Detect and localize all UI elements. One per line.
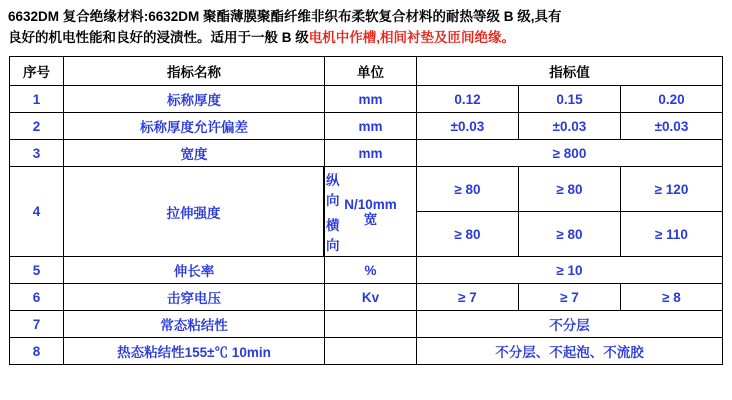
row-value: 0.12	[416, 86, 518, 113]
row-unit: mm	[324, 140, 416, 167]
table-row	[10, 284, 723, 311]
row-no: 3	[10, 140, 64, 167]
row-unit-line2: 宽	[363, 211, 378, 227]
row-value: ≥ 7	[518, 284, 620, 311]
row-value: ≥ 80	[416, 212, 518, 257]
row-no: 4	[10, 167, 64, 257]
table-row	[10, 338, 723, 365]
row-name: 热态粘结性155±℃ 10min	[64, 338, 325, 365]
table-row	[10, 86, 723, 113]
row-no: 1	[10, 86, 64, 113]
intro-line-2: 良好的机电性能和良好的浸渍性。适用于一般 B 级	[8, 30, 309, 45]
row-value: 0.15	[518, 86, 620, 113]
row-value: ≥ 120	[620, 167, 722, 212]
table-row	[10, 311, 723, 338]
row-unit: Kv	[324, 284, 416, 311]
row-value: ±0.03	[416, 113, 518, 140]
row-value-span: ≥ 800	[416, 140, 722, 167]
row-no: 7	[10, 311, 64, 338]
table-row	[10, 257, 723, 284]
table-header	[10, 57, 723, 86]
row-name: 宽度	[64, 140, 325, 167]
row-subname: 纵向	[326, 173, 340, 208]
row-no: 6	[10, 284, 64, 311]
table-body	[10, 86, 723, 365]
header-value: 指标值	[416, 57, 722, 86]
row-value: ≥ 7	[416, 284, 518, 311]
row-value: ≥ 80	[518, 212, 620, 257]
row-name: 击穿电压	[64, 284, 325, 311]
intro-line-2-highlight: 电机中作槽,相间衬垫及匝间绝缘。	[308, 30, 516, 45]
row-name: 标称厚度允许偏差	[64, 113, 325, 140]
row-unit: mm	[324, 86, 416, 113]
header-name: 指标名称	[64, 57, 325, 86]
row-no: 2	[10, 113, 64, 140]
table-header-row	[10, 57, 723, 86]
row-value-span: ≥ 10	[416, 257, 722, 284]
row-value: ±0.03	[518, 113, 620, 140]
row-unit	[324, 311, 416, 338]
header-no: 序号	[10, 57, 64, 86]
row-value: ≥ 110	[620, 212, 722, 257]
row-value-span: 不分层	[416, 311, 722, 338]
row-value: ±0.03	[620, 113, 722, 140]
table-row	[10, 140, 723, 167]
row-unit: %	[324, 257, 416, 284]
row-name: 常态粘结性	[64, 311, 325, 338]
row-value: ≥ 80	[416, 167, 518, 212]
row-unit-line1: N/10mm	[344, 196, 397, 212]
row-unit	[324, 338, 416, 365]
row-value-span: 不分层、不起泡、不流胶	[416, 338, 722, 365]
header-unit: 单位	[324, 57, 416, 86]
intro-paragraph	[8, 6, 724, 48]
row-unit: mm	[324, 113, 416, 140]
intro-line-1: 6632DM 复合绝缘材料:6632DM 聚酯薄膜聚酯纤维非织布柔软复合材料的耐热等级 B 级,具有	[8, 9, 562, 24]
row-name: 标称厚度	[64, 86, 325, 113]
row-name: 伸长率	[64, 257, 325, 284]
table-row	[10, 113, 723, 140]
table-row	[10, 167, 723, 212]
spec-table	[9, 56, 723, 365]
row-value: ≥ 8	[620, 284, 722, 311]
row-no: 5	[10, 257, 64, 284]
row-no: 8	[10, 338, 64, 365]
row-value: ≥ 80	[518, 167, 620, 212]
row-subname: 横向	[326, 218, 340, 253]
row-value: 0.20	[620, 86, 722, 113]
row-name: 拉伸强度	[64, 167, 324, 257]
